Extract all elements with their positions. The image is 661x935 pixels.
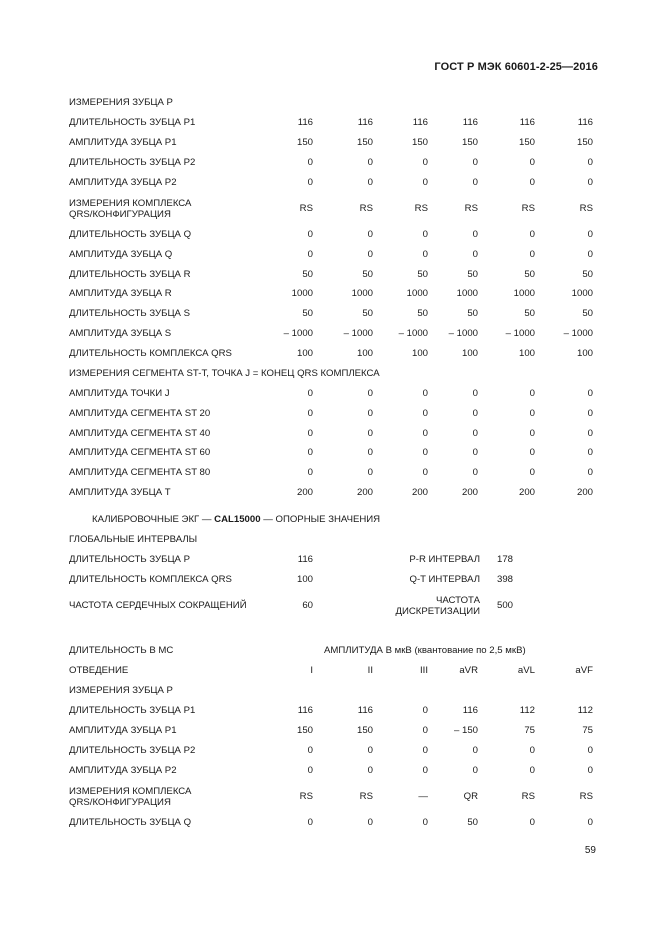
cell: RS	[579, 791, 593, 802]
lead-label: ОТВЕДЕНИЕ	[69, 665, 129, 676]
cell: 0	[307, 177, 313, 188]
cell: 0	[529, 408, 535, 419]
cell: 150	[461, 137, 478, 148]
row-label: АМПЛИТУДА ЗУБЦА P1	[69, 137, 177, 148]
cell: 50	[417, 308, 428, 319]
cell: 0	[472, 157, 478, 168]
cell: 0	[422, 249, 428, 260]
cell: 0	[307, 249, 313, 260]
calibration-code: CAL15000	[214, 514, 261, 525]
lead-header: aVF	[575, 665, 593, 676]
row-label: ДЛИТЕЛЬНОСТЬ ЗУБЦА Q	[69, 817, 192, 828]
cell: 0	[529, 467, 535, 478]
row-label-line: QRS/КОНФИГУРАЦИЯ	[69, 797, 171, 808]
global-intervals-title: ГЛОБАЛЬНЫЕ ИНТЕРВАЛЫ	[69, 534, 198, 545]
row-label-multiline	[69, 198, 191, 220]
cell: 0	[587, 765, 593, 776]
cell: 0	[422, 177, 428, 188]
cell: – 1000	[343, 328, 373, 339]
cell: 0	[472, 229, 478, 240]
cell: 100	[356, 348, 373, 359]
cell: 50	[302, 308, 313, 319]
row-label-line: QRS/КОНФИГУРАЦИЯ	[69, 209, 171, 220]
cell: 0	[367, 817, 373, 828]
row-label-line: ИЗМЕРЕНИЯ КОМПЛЕКСА	[69, 198, 192, 209]
section-title-text: ИЗМЕРЕНИЯ ЗУБЦА P	[69, 97, 173, 108]
st-section-title: ИЗМЕРЕНИЯ СЕГМЕНТА ST-T, ТОЧКА J = КОНЕЦ QRS КОМПЛЕКСА	[69, 368, 380, 379]
row-label: ДЛИТЕЛЬНОСТЬ ЗУБЦА P	[69, 554, 190, 565]
row-label: АМПЛИТУДА ЗУБЦА S	[69, 328, 172, 339]
row-label: ДЛИТЕЛЬНОСТЬ КОМПЛЕКСА QRS	[69, 574, 232, 585]
cell: 0	[422, 745, 428, 756]
row-label: ДЛИТЕЛЬНОСТЬ ЗУБЦА P2	[69, 745, 196, 756]
cell: – 150	[453, 725, 478, 736]
cell: 0	[472, 428, 478, 439]
cell: 116	[357, 705, 373, 716]
row-label: АМПЛИТУДА СЕГМЕНТА ST 40	[69, 428, 211, 439]
lead-header: I	[310, 665, 313, 676]
row-label: АМПЛИТУДА ЗУБЦА P2	[69, 177, 177, 188]
row-label: АМПЛИТУДА ТОЧКИ J	[69, 388, 170, 399]
interval-label-line: ЧАСТОТА	[435, 595, 480, 606]
row-label: ДЛИТЕЛЬНОСТЬ ЗУБЦА P1	[69, 705, 196, 716]
cell: 150	[411, 137, 428, 148]
cell: 0	[307, 817, 313, 828]
cell: 75	[524, 725, 535, 736]
cell: 0	[367, 745, 373, 756]
cell: 0	[367, 428, 373, 439]
standard-header: ГОСТ Р МЭК 60601-2-25—2016	[434, 61, 598, 73]
cell: – 1000	[283, 328, 313, 339]
cell: 0	[422, 388, 428, 399]
cell: 100	[576, 348, 593, 359]
interval-label-line: ДИСКРЕТИЗАЦИИ	[395, 606, 480, 617]
cell: QR	[463, 791, 478, 802]
row-label: АМПЛИТУДА ЗУБЦА P2	[69, 765, 177, 776]
interval-label-multiline	[380, 595, 480, 617]
cell: 100	[411, 348, 428, 359]
cell: 0	[472, 249, 478, 260]
cell: 0	[367, 177, 373, 188]
cell: – 1000	[448, 328, 478, 339]
cell: 0	[367, 408, 373, 419]
row-label: ЧАСТОТА СЕРДЕЧНЫХ СОКРАЩЕНИЙ	[69, 600, 247, 611]
row-label: ДЛИТЕЛЬНОСТЬ ЗУБЦА S	[69, 308, 190, 319]
cell: RS	[359, 791, 373, 802]
cell: 116	[412, 117, 428, 128]
cell: 116	[462, 705, 478, 716]
row-label: АМПЛИТУДА ЗУБЦА R	[69, 288, 172, 299]
cell: 1000	[406, 288, 428, 299]
cell: 0	[422, 705, 428, 716]
cell: 1000	[291, 288, 313, 299]
cell: RS	[464, 203, 478, 214]
cell: 0	[529, 765, 535, 776]
cell: 200	[461, 487, 478, 498]
cell: 116	[577, 117, 593, 128]
lead-header: aVR	[459, 665, 478, 676]
cell: 0	[529, 447, 535, 458]
row-label: АМПЛИТУДА ЗУБЦА P1	[69, 725, 177, 736]
cell: RS	[521, 203, 535, 214]
cell: 50	[467, 269, 478, 280]
cell: 0	[367, 249, 373, 260]
cell: RS	[579, 203, 593, 214]
cell: 116	[297, 554, 313, 565]
cell: 150	[296, 725, 313, 736]
cell: 116	[357, 117, 373, 128]
cell: – 1000	[398, 328, 428, 339]
cell: 0	[307, 408, 313, 419]
row-label: АМПЛИТУДА СЕГМЕНТА ST 80	[69, 467, 211, 478]
cell: 100	[296, 574, 313, 585]
calibration-suffix: — ОПОРНЫЕ ЗНАЧЕНИЯ	[260, 514, 381, 525]
cell: 0	[422, 725, 428, 736]
cell: 0	[529, 177, 535, 188]
cell: 0	[587, 388, 593, 399]
cell: 50	[467, 817, 478, 828]
cell: 50	[362, 269, 373, 280]
cell: 1000	[351, 288, 373, 299]
cell: 0	[472, 467, 478, 478]
cell: 0	[587, 229, 593, 240]
lead-header: aVL	[517, 665, 535, 676]
cell: 0	[422, 817, 428, 828]
cell: 116	[297, 117, 313, 128]
cell: 50	[524, 269, 535, 280]
cell: 0	[587, 249, 593, 260]
cell: 200	[576, 487, 593, 498]
cell: RS	[299, 203, 313, 214]
cell: 0	[472, 388, 478, 399]
cell: —	[418, 791, 428, 802]
cell: 1000	[456, 288, 478, 299]
cell: 0	[307, 229, 313, 240]
cell: 0	[422, 428, 428, 439]
cell: 200	[356, 487, 373, 498]
cell: 100	[461, 348, 478, 359]
cell: 0	[529, 745, 535, 756]
cell: 50	[362, 308, 373, 319]
cell: 0	[587, 177, 593, 188]
cell: 0	[422, 408, 428, 419]
calibration-prefix: КАЛИБРОВОЧНЫЕ ЭКГ —	[92, 514, 215, 525]
cell: 0	[472, 408, 478, 419]
calibration-title-text	[92, 514, 380, 525]
cell: 0	[529, 428, 535, 439]
lead-header: III	[420, 665, 428, 676]
cell: 0	[422, 447, 428, 458]
cell: 50	[467, 308, 478, 319]
cell: RS	[521, 791, 535, 802]
row-label: ДЛИТЕЛЬНОСТЬ КОМПЛЕКСА QRS	[69, 348, 232, 359]
cell: 150	[296, 137, 313, 148]
cell: 0	[307, 157, 313, 168]
cell: 112	[519, 705, 535, 716]
row-label-line: ИЗМЕРЕНИЯ КОМПЛЕКСА	[69, 786, 192, 797]
cell: 178	[497, 554, 514, 565]
cell: 0	[529, 249, 535, 260]
cell: 0	[307, 388, 313, 399]
row-label: АМПЛИТУДА СЕГМЕНТА ST 60	[69, 447, 211, 458]
cell: 398	[497, 574, 514, 585]
row-label: ДЛИТЕЛЬНОСТЬ ЗУБЦА P2	[69, 157, 196, 168]
cell: 50	[302, 269, 313, 280]
cell: 0	[307, 745, 313, 756]
row-label-multiline	[69, 786, 191, 808]
cell: 0	[422, 765, 428, 776]
cell: 0	[472, 745, 478, 756]
cell: 200	[411, 487, 428, 498]
amplitude-units-label: АМПЛИТУДА В мкВ (квантование по 2,5 мкВ)	[324, 645, 526, 656]
cell: 0	[587, 157, 593, 168]
cell: 1000	[571, 288, 593, 299]
interval-label: Q-T ИНТЕРВАЛ	[409, 574, 480, 585]
cell: 116	[519, 117, 535, 128]
cell: 0	[587, 447, 593, 458]
cell: 0	[307, 428, 313, 439]
cell: 100	[518, 348, 535, 359]
cell: 150	[518, 137, 535, 148]
cell: 0	[422, 229, 428, 240]
row-label: АМПЛИТУДА ЗУБЦА Q	[69, 249, 173, 260]
cell: 0	[367, 447, 373, 458]
cell: 150	[356, 725, 373, 736]
cell: 0	[587, 428, 593, 439]
cell: 60	[302, 600, 313, 611]
cell: 100	[296, 348, 313, 359]
cell: 50	[417, 269, 428, 280]
cell: 200	[518, 487, 535, 498]
cell: 116	[297, 705, 313, 716]
cell: 0	[529, 388, 535, 399]
cell: 116	[462, 117, 478, 128]
cell: 0	[367, 467, 373, 478]
cell: 0	[472, 447, 478, 458]
cell: – 1000	[563, 328, 593, 339]
cell: 1000	[513, 288, 535, 299]
cell: 75	[582, 725, 593, 736]
cell: 200	[296, 487, 313, 498]
cell: 0	[587, 745, 593, 756]
cell: 0	[529, 229, 535, 240]
cell: RS	[359, 203, 373, 214]
cell: 0	[587, 408, 593, 419]
interval-label: P-R ИНТЕРВАЛ	[409, 554, 480, 565]
cell: 0	[367, 157, 373, 168]
cell: 0	[307, 467, 313, 478]
cell: 150	[576, 137, 593, 148]
cell: 0	[529, 817, 535, 828]
cell: 0	[307, 765, 313, 776]
cell: 50	[524, 308, 535, 319]
cell: 0	[472, 177, 478, 188]
cell: 0	[587, 817, 593, 828]
cell: 0	[367, 765, 373, 776]
cell: 0	[587, 467, 593, 478]
duration-units-label: ДЛИТЕЛЬНОСТЬ В МС	[69, 645, 174, 656]
cell: – 1000	[505, 328, 535, 339]
page-number: 59	[584, 845, 596, 856]
cell: 50	[582, 269, 593, 280]
row-label: ДЛИТЕЛЬНОСТЬ ЗУБЦА Q	[69, 229, 192, 240]
row-label: ДЛИТЕЛЬНОСТЬ ЗУБЦА P1	[69, 117, 196, 128]
cell: 0	[307, 447, 313, 458]
lead-header: II	[367, 665, 373, 676]
section-title-text: ИЗМЕРЕНИЯ ЗУБЦА P	[69, 685, 173, 696]
row-label: ДЛИТЕЛЬНОСТЬ ЗУБЦА R	[69, 269, 191, 280]
cell: 0	[529, 157, 535, 168]
row-label: АМПЛИТУДА ЗУБЦА T	[69, 487, 171, 498]
cell: 0	[422, 157, 428, 168]
cell: 500	[497, 600, 514, 611]
cell: 150	[356, 137, 373, 148]
cell: 50	[582, 308, 593, 319]
cell: 0	[422, 467, 428, 478]
row-label: АМПЛИТУДА СЕГМЕНТА ST 20	[69, 408, 211, 419]
cell: 0	[367, 229, 373, 240]
cell: 0	[367, 388, 373, 399]
cell: RS	[299, 791, 313, 802]
cell: RS	[414, 203, 428, 214]
cell: 112	[577, 705, 593, 716]
cell: 0	[472, 765, 478, 776]
